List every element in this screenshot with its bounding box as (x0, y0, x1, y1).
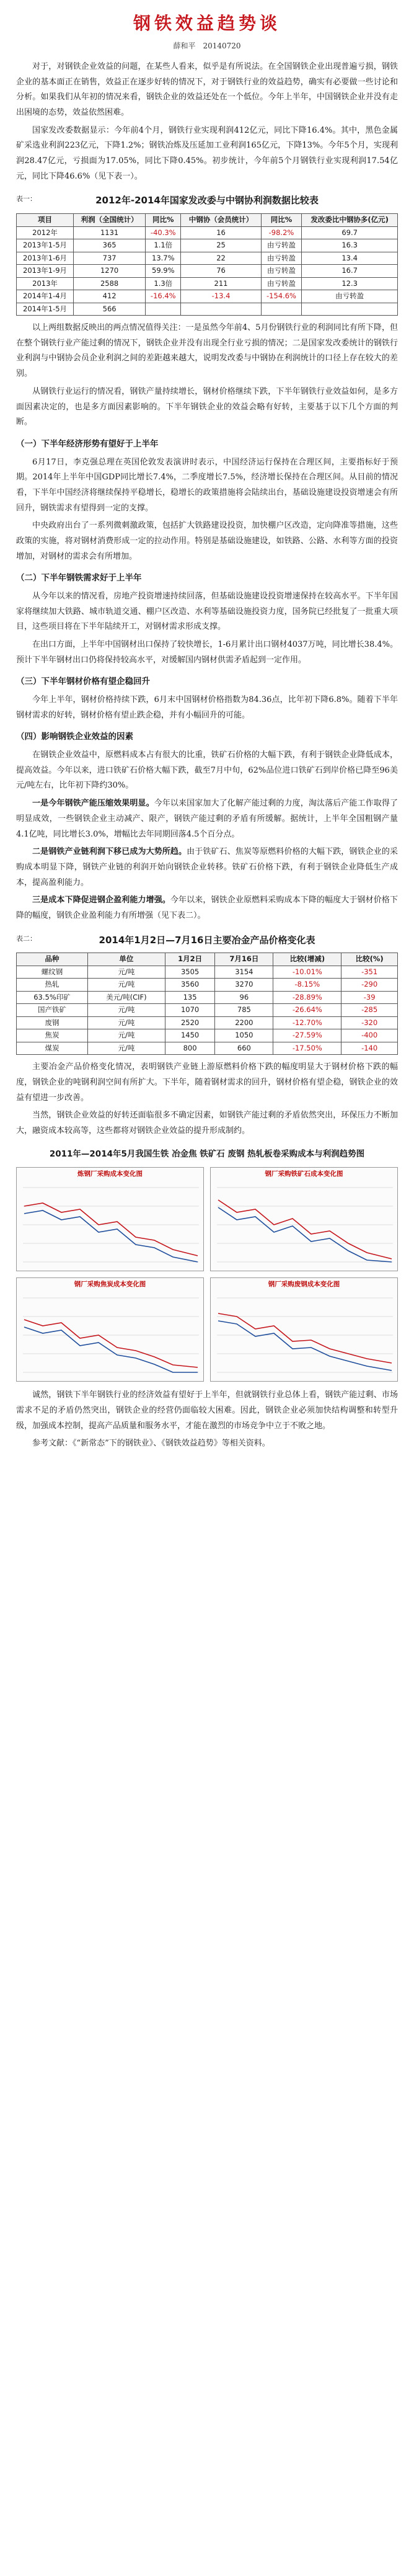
article-byline: 薛和平 20140720 (173, 42, 241, 51)
trend-chart (16, 1277, 204, 1382)
table2-title: 2014年1月2日—7月16日主要冶金产品价格变化表 (99, 934, 315, 946)
trend-chart-plot (19, 1292, 203, 1377)
column-header: 同比% (261, 213, 302, 226)
section2-heading: （二）下半年钢铁需求好于上半年 (16, 573, 142, 584)
table-cell: 国产铁矿 (17, 1004, 88, 1017)
table-cell: -13.4 (181, 290, 261, 303)
trend-chart (16, 1167, 204, 1271)
closing-section (16, 1388, 398, 1452)
table-cell (181, 303, 261, 316)
table-cell: 16.7 (302, 265, 398, 278)
table-row (17, 1042, 398, 1055)
table-cell: -8.15% (273, 979, 341, 992)
table-cell: -351 (341, 966, 398, 979)
table-cell: 由亏转盈 (261, 252, 302, 265)
trend-line (218, 1313, 392, 1363)
section1-paragraph: 6月17日，李克强总理在英国伦敦发表演讲时表示，中国经济运行保持在合理区间，主要指标好于预期。2014年上半年中国GDP同比增长7.4%，二季度增长7.5%，经济增长保持在合理区间。从目前的情况看，下半年中国经济将继续保持平稳增长，稳增长的政策措施将会陆续出台，基础设施建设投资增速会有所回升，钢铁需求有望得到一定的支撑。 (16, 457, 398, 513)
table-cell: -27.59% (273, 1029, 341, 1042)
table-cell: 13.4 (302, 252, 398, 265)
table-cell: 元/吨 (88, 1042, 165, 1055)
table-cell: 由亏转盈 (261, 277, 302, 290)
section1-heading: （一）下半年经济形势有望好于上半年 (16, 438, 159, 449)
trend-chart-title: 炼钢厂采购成本变化图 (77, 1170, 143, 1178)
section3-body (16, 693, 398, 723)
table-cell: 22 (181, 252, 261, 265)
table-cell: 2200 (215, 1016, 273, 1029)
trend-chart-title: 钢厂采购废钢成本变化图 (268, 1281, 340, 1289)
article-title: 钢铁效益趋势谈 (133, 13, 281, 33)
trend-line (218, 1200, 392, 1259)
table-cell: 16.3 (302, 239, 398, 252)
table-cell: 元/吨 (88, 966, 165, 979)
table-cell: -98.2% (261, 226, 302, 239)
table-cell: 800 (165, 1042, 215, 1055)
table-cell: -290 (341, 979, 398, 992)
trend-line (24, 1203, 198, 1256)
table-cell: 元/吨 (88, 1029, 165, 1042)
table1-title: 2012年-2014年国家发改委与中钢协利润数据比较表 (95, 195, 319, 207)
table-cell: -400 (341, 1029, 398, 1042)
trend-chart (210, 1167, 398, 1271)
trend-chart-title: 钢厂采购铁矿石成本变化图 (265, 1170, 343, 1178)
closing-paragraph: 诚然，钢铁下半年钢铁行业的经济效益有望好于上半年，但就钢铁行业总体上看，钢铁产能过剩、市场需求不足的矛盾仍然突出，钢铁企业的经营仍面临较大困难。因此，钢铁企业必须加快结构调整和转型升级，加强成本控制，提高产品质量和服务水平，才能在激烈的市场竞争中立于不败之地。 (16, 1390, 398, 1431)
table-cell: -40.3% (146, 226, 181, 239)
column-header: 品种 (17, 953, 88, 966)
table-cell: 2520 (165, 1016, 215, 1029)
section1-body (16, 455, 398, 565)
table-row (17, 991, 398, 1004)
table-cell: 3560 (165, 979, 215, 992)
section4-heading: （四）影响钢铁企业效益的因素 (16, 732, 133, 742)
table-cell: -320 (341, 1016, 398, 1029)
trend-line (24, 1327, 198, 1372)
column-header: 比较(增减) (273, 953, 341, 966)
trend-line (24, 1210, 198, 1262)
point3-paragraph (16, 893, 398, 923)
table-cell: -39 (341, 991, 398, 1004)
table-cell: 1050 (215, 1029, 273, 1042)
table-cell: 螺纹钢 (17, 966, 88, 979)
table-cell: 59.9% (146, 265, 181, 278)
table-cell: 3154 (215, 966, 273, 979)
table-cell (146, 303, 181, 316)
table-cell: 元/吨 (88, 979, 165, 992)
table-cell: 785 (215, 1004, 273, 1017)
trend-line (24, 1320, 198, 1367)
table-cell: 2013年 (17, 277, 74, 290)
intro-section (16, 60, 398, 185)
table-cell: 3270 (215, 979, 273, 992)
table-row (17, 239, 398, 252)
charts-title: 2011年—2014年5月我国生铁 冶金焦 铁矿石 废钢 热轧板卷采购成本与利润趋势图 (49, 1148, 365, 1159)
cost-trend-charts (16, 1167, 398, 1382)
table1-tag: 表一： (16, 195, 37, 203)
point3-lead: 三是成本下降促进钢企盈利能力增强。 (32, 895, 170, 905)
point2-lead: 二是钢铁产业链利润下移已成为大势所趋。 (32, 847, 187, 857)
trend-chart-plot (213, 1292, 397, 1377)
table-cell: 焦炭 (17, 1029, 88, 1042)
trend-chart-plot (19, 1181, 203, 1267)
section4-body (16, 748, 398, 794)
table-row (17, 265, 398, 278)
table-cell: 25 (181, 239, 261, 252)
column-header: 同比% (146, 213, 181, 226)
section3-paragraph: 今年上半年，钢材价格持续下跌，6月末中国钢材价格指数为84.36点，比年初下降6.8%。随着下半年钢材需求的好转，钢材价格有望止跌企稳，并有小幅回升的可能。 (16, 695, 398, 720)
table-row (17, 252, 398, 265)
section3-heading: （三）下半年钢材价格有望企稳回升 (16, 677, 150, 687)
table-row (17, 277, 398, 290)
section2-paragraph: 从今年以来的情况看，房地产投资增速持续回落，但基础设施建设投资增速保持在较高水平。下半年国家将继续加大铁路、城市轨道交通、棚户区改造、水利等基础设施投资力度，国务院已经批复了一批重大项目，这些项目将在下半年陆续开工，对钢材需求形成支撑。 (16, 592, 398, 632)
table-row (17, 303, 398, 316)
section2-paragraph: 在出口方面，上半年中国钢材出口保持了较快增长，1-6月累计出口钢材4037万吨，同比增长38.4%。预计下半年钢材出口仍将保持较高水平，对缓解国内钢材供需矛盾起到一定作用。 (16, 640, 398, 665)
table2-header-row (17, 953, 398, 966)
table-cell: 2013年1-5月 (17, 239, 74, 252)
column-header: 项目 (17, 213, 74, 226)
price-change-table (16, 953, 398, 1055)
table-cell: 365 (74, 239, 146, 252)
column-header: 单位 (88, 953, 165, 966)
table-cell: 元/吨 (88, 1016, 165, 1029)
intro-paragraph: 对于，对钢铁企业效益的问题，在某些人看来，似乎是有所说法。在全国钢铁企业出现普遍亏损，钢铁企业的基本面正在销售，效益正在逐步好转的情况下，对于钢铁行业的效益趋势，确实有必要做一些讨论和分析。如果我们从年初的情况来看，钢铁企业的效益还处在一个低位。今年上半年，中国钢铁企业并没有走出困境的态势，效益依然困难。 (16, 61, 398, 118)
trend-chart (210, 1277, 398, 1382)
trend-line (218, 1321, 392, 1370)
table-cell: -17.50% (273, 1042, 341, 1055)
table-cell: 2013年1-6月 (17, 252, 74, 265)
table-cell: -16.4% (146, 290, 181, 303)
table-cell: 美元/吨(CIF) (88, 991, 165, 1004)
mid-paragraph: 以上两组数据反映出的两点情况值得关注：一是虽然今年前4、5月份钢铁行业的利润同比有所下降，但在整个钢铁行业产能过剩的情况下，钢铁企业并没有出现全行业亏损的情况；二是国家发改委统计的钢铁行业利润与中钢协会员企业利润之间的差距越来越大，说明发改委与中钢协在利润统计的口径上存在较大的差别。 (16, 323, 398, 379)
point3-text: 今年以来，钢铁企业原燃料采购成本下降的幅度大于钢材价格下降的幅度，钢铁企业盈利能力有所增强（见下表二）。 (16, 895, 398, 920)
table1-caption (16, 192, 398, 210)
point1-lead: 一是今年钢铁产能压缩效果明显。 (32, 799, 154, 809)
table-cell: 660 (215, 1042, 273, 1055)
table-cell: 566 (74, 303, 146, 316)
table-cell: 96 (215, 991, 273, 1004)
table-cell: 元/吨 (88, 1004, 165, 1017)
intro-paragraph: 国家发改委数据显示：今年前4个月，钢铁行业实现利润412亿元，同比下降16.4%。其中，黑色金属矿采选业利润223亿元，下降1.2%；钢铁冶炼及压延加工业利润165亿元，下降13%。今年5个月，实现利润28.47亿元，亏损面为17.05%，同比下降0.45%。初步统计，今年前5个月钢铁行业实现利润17.54亿元，同比下降46.6%（见下表一）。 (16, 125, 398, 181)
table-cell: 由亏转盈 (302, 290, 398, 303)
table-cell (261, 303, 302, 316)
mid-paragraph: 从钢铁行业运行的情况看，钢铁产量持续增长，钢材价格继续下跌，下半年钢铁行业效益如何，是多方面因素决定的，也是多方面因素影响的。下半年钢铁企业的效益会略有好转，主要基于以下几个方面的判断。 (16, 386, 398, 427)
table-cell: -12.70% (273, 1016, 341, 1029)
table-cell: 1270 (74, 265, 146, 278)
trend-chart-title: 钢厂采购焦炭成本变化图 (74, 1281, 146, 1289)
point2-paragraph (16, 845, 398, 890)
section4-paragraph: 在钢铁企业效益中，原燃料成本占有很大的比重，铁矿石价格的大幅下跌，有利于钢铁企业降低成本，提高效益。今年以来，进口铁矿石价格大幅下跌，截至7月中旬，62%品位进口铁矿石到岸价格已降至96美元/吨左右，比年初下降约30%。 (16, 750, 398, 791)
profit-comparison-table (16, 213, 398, 316)
column-header: 7月16日 (215, 953, 273, 966)
trend-chart-plot (213, 1181, 397, 1267)
column-header: 利润（全国统计） (74, 213, 146, 226)
point1-text: 今年以来国家加大了化解产能过剩的力度，淘汰落后产能工作取得了明显成效，一些钢铁企业主动减产、限产，钢铁产能过剩的矛盾有所缓解。据统计，上半年全国粗钢产量4.1亿吨，同比增长3.0%，增幅比去年同期回落4.5个百分点。 (16, 799, 398, 839)
table-cell: 211 (181, 277, 261, 290)
table-cell: 废钢 (17, 1016, 88, 1029)
table1-header-row (17, 213, 398, 226)
table-cell: 63.5%印矿 (17, 991, 88, 1004)
after-table2-section (16, 1060, 398, 1139)
column-header: 比较(%) (341, 953, 398, 966)
trend-line (218, 1207, 392, 1262)
table-cell: 13.7% (146, 252, 181, 265)
table-row (17, 1029, 398, 1042)
table-cell: 2013年1-9月 (17, 265, 74, 278)
table-row (17, 1004, 398, 1017)
table-cell: 1.3倍 (146, 277, 181, 290)
table-cell: 1131 (74, 226, 146, 239)
table-cell: 12.3 (302, 277, 398, 290)
table-cell: 1070 (165, 1004, 215, 1017)
table-cell (302, 303, 398, 316)
column-header: 1月2日 (165, 953, 215, 966)
table-cell: 3505 (165, 966, 215, 979)
table-cell: 737 (74, 252, 146, 265)
table2-caption (16, 931, 398, 949)
table-cell: 热轧 (17, 979, 88, 992)
table-cell: -140 (341, 1042, 398, 1055)
table-row (17, 290, 398, 303)
table-row (17, 1016, 398, 1029)
table-cell: 2012年 (17, 226, 74, 239)
table-cell: 76 (181, 265, 261, 278)
table-cell: 135 (165, 991, 215, 1004)
table-cell: 1450 (165, 1029, 215, 1042)
table-cell: 412 (74, 290, 146, 303)
table-cell: 煤炭 (17, 1042, 88, 1055)
point1-paragraph (16, 796, 398, 842)
table-cell: 由亏转盈 (261, 239, 302, 252)
section1-paragraph: 中央政府出台了一系列微刺激政策，包括扩大铁路建设投资，加快棚户区改造，定向降准等措施，这些政策的实施，将对钢材消费形成一定的拉动作用。特别是基础设施建设，如铁路、公路、水利等方面的投资增加，对钢材的需求会有所增加。 (16, 521, 398, 561)
table-cell: 2014年1-5月 (17, 303, 74, 316)
table2-tag: 表二： (16, 934, 37, 943)
section2-body (16, 589, 398, 668)
after-table2-paragraph: 主要冶金产品价格变化情况，表明钢铁产业链上游原燃料价格下跌的幅度明显大于钢材价格下跌的幅度，钢铁企业的吨钢利润空间有所扩大。下半年，随着钢材需求的回升，钢材价格有望企稳，钢铁企业的效益有望进一步改善。 (16, 1062, 398, 1103)
closing-paragraph: 参考文献：《“新常态”下的钢铁业》、《钢铁效益趋势》等相关资料。 (32, 1439, 270, 1449)
after-table2-paragraph: 当然，钢铁企业效益的好转还面临很多不确定因素，如钢铁产能过剩的矛盾依然突出，环保压力不断加大，融资成本较高等，这些都将对钢铁企业效益的提升形成制约。 (16, 1111, 398, 1136)
table-cell: -10.01% (273, 966, 341, 979)
column-header: 中钢协（会员统计） (181, 213, 261, 226)
table-cell: 2588 (74, 277, 146, 290)
column-header: 发改委比中钢协多(亿元) (302, 213, 398, 226)
mid-section (16, 321, 398, 430)
table-cell: 2014年1-4月 (17, 290, 74, 303)
table-cell: -26.64% (273, 1004, 341, 1017)
table-cell: 1.1倍 (146, 239, 181, 252)
table-row (17, 966, 398, 979)
table-row (17, 979, 398, 992)
table-cell: -28.89% (273, 991, 341, 1004)
table-cell: 16 (181, 226, 261, 239)
table-cell: 69.7 (302, 226, 398, 239)
table-cell: 由亏转盈 (261, 265, 302, 278)
table-cell: -154.6% (261, 290, 302, 303)
table-row (17, 226, 398, 239)
table-cell: -285 (341, 1004, 398, 1017)
point2-text: 由于铁矿石、焦炭等原燃料价格的大幅下跌，钢铁企业的采购成本明显下降，钢铁产业链的利润开始向钢铁企业转移。铁矿石价格下跌，有利于钢铁企业降低生产成本，提高盈利能力。 (16, 847, 398, 887)
